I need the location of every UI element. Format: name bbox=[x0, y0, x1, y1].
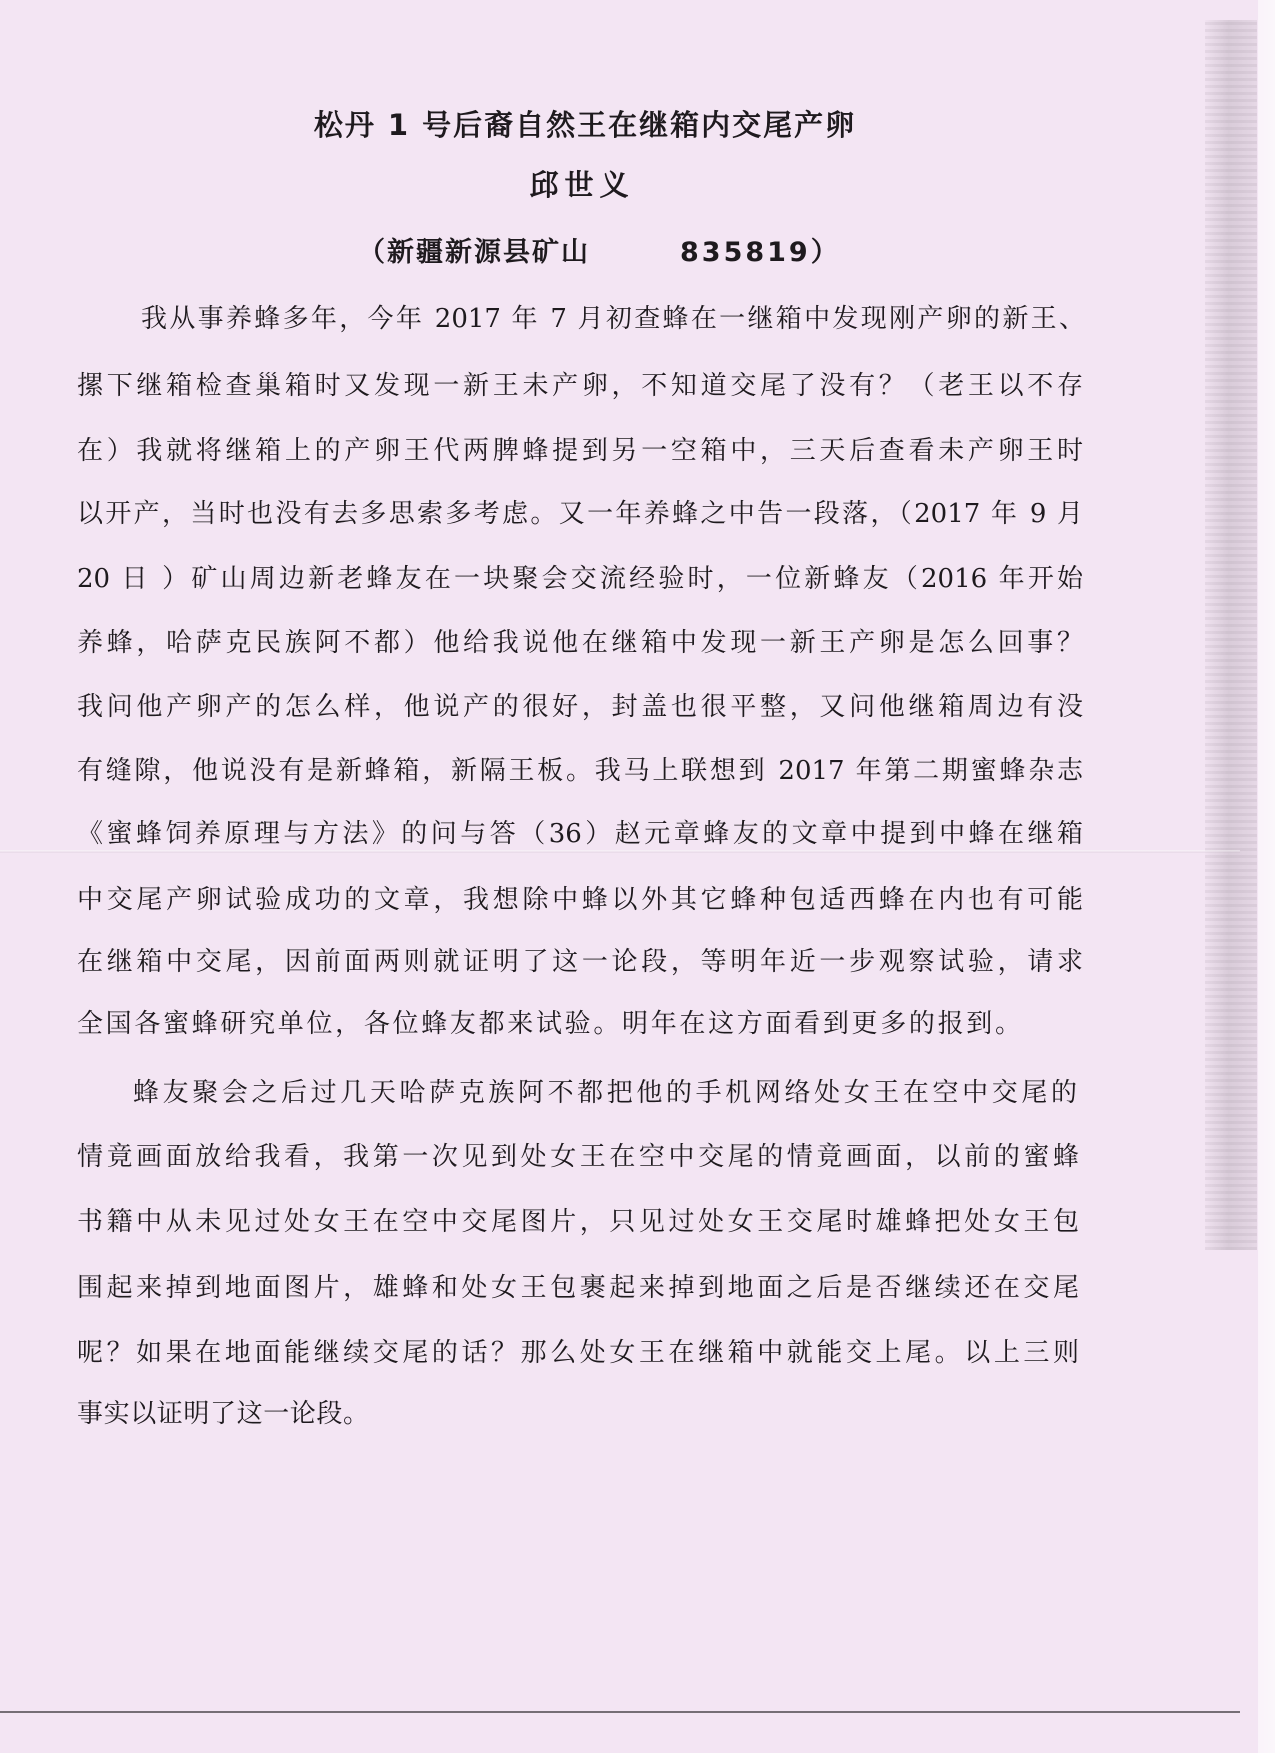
text-line: 以开产，当时也没有去多思索多考虑。又一年养蜂之中告一段落，（2017 年 9 月 bbox=[77, 499, 1083, 529]
scan-edge-shadow bbox=[1205, 20, 1257, 1250]
scan-right-margin bbox=[1258, 0, 1275, 1753]
text-line: 蜂友聚会之后过几天哈萨克族阿不都把他的手机网络处女王在空中交尾的 bbox=[133, 1078, 1077, 1108]
text-line: 围起来掉到地面图片，雄蜂和处女王包裹起来掉到地面之后是否继续还在交尾 bbox=[77, 1273, 1079, 1303]
text-line: 中交尾产卵试验成功的文章，我想除中蜂以外其它蜂种包适西蜂在内也有可能 bbox=[77, 885, 1083, 915]
document-title: 松丹 1 号后裔自然王在继箱内交尾产卵 bbox=[313, 108, 857, 142]
text-line: 有缝隙，他说没有是新蜂箱，新隔王板。我马上联想到 2017 年第二期蜜蜂杂志 bbox=[77, 756, 1083, 786]
text-line: 事实以证明了这一论段。 bbox=[77, 1399, 369, 1429]
text-line: 《蜜蜂饲养原理与方法》的问与答（36）赵元章蜂友的文章中提到中蜂在继箱 bbox=[77, 819, 1083, 849]
text-line: 情竟画面放给我看，我第一次见到处女王在空中交尾的情竟画面，以前的蜜蜂 bbox=[77, 1142, 1079, 1172]
address-postcode: 835819） bbox=[680, 237, 841, 268]
author-name: 邱世义 bbox=[529, 168, 635, 202]
text-line: 我从事养蜂多年，今年 2017 年 7 月初查蜂在一继箱中发现刚产卵的新王、 bbox=[141, 304, 1085, 334]
text-line: 在）我就将继箱上的产卵王代两脾蜂提到另一空箱中，三天后查看未产卵王时 bbox=[77, 436, 1083, 466]
address-place: （新疆新源县矿山 bbox=[358, 237, 590, 268]
text-line: 养蜂，哈萨克民族阿不都）他给我说他在继箱中发现一新王产卵是怎么回事？ bbox=[77, 628, 1083, 658]
text-line: 20 日 ）矿山周边新老蜂友在一块聚会交流经验时，一位新蜂友（2016 年开始 bbox=[77, 564, 1083, 594]
text-line: 摞下继箱检查巢箱时又发现一新王未产卵，不知道交尾了没有？（老王以不存 bbox=[77, 371, 1083, 401]
text-line: 在继箱中交尾，因前面两则就证明了这一论段，等明年近一步观察试验，请求 bbox=[77, 947, 1083, 977]
text-line: 全国各蜜蜂研究单位，各位蜂友都来试验。明年在这方面看到更多的报到。 bbox=[77, 1009, 1021, 1039]
fold-crease bbox=[0, 850, 1240, 853]
text-line: 呢？如果在地面能继续交尾的话？那么处女王在继箱中就能交上尾。以上三则 bbox=[77, 1338, 1079, 1368]
bottom-border-line bbox=[0, 1711, 1240, 1713]
text-line: 我问他产卵产的怎么样，他说产的很好，封盖也很平整，又问他继箱周边有没 bbox=[77, 692, 1083, 722]
text-line: 书籍中从未见过处女王在空中交尾图片，只见过处女王交尾时雄蜂把处女王包 bbox=[77, 1207, 1079, 1237]
